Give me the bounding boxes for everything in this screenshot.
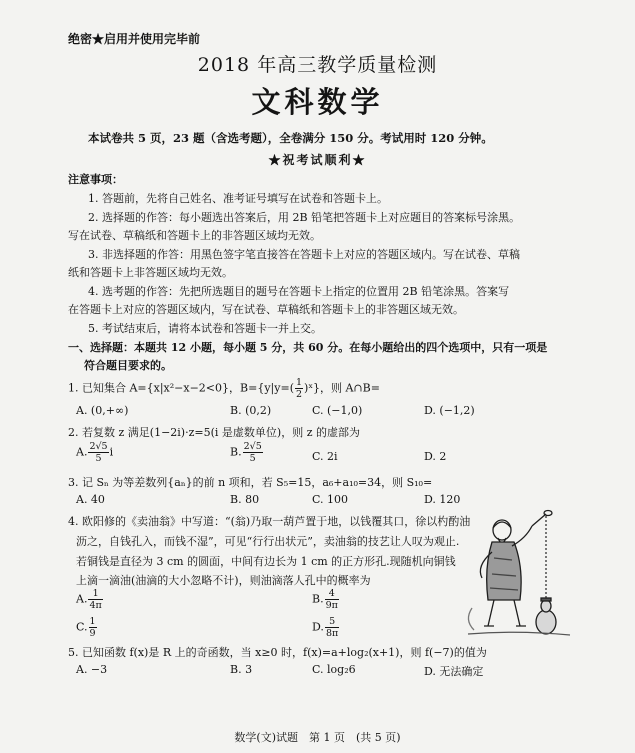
oil-seller-illustration bbox=[462, 508, 574, 640]
q4-option-d[interactable] bbox=[312, 616, 340, 639]
q2-b-fraction bbox=[243, 441, 263, 464]
question-4-line-2: 沥之，自钱孔入，而钱不湿”，可见“行行出状元”，卖油翁的技艺让人叹为观止. bbox=[76, 535, 460, 548]
exam-title: 2018 年高三教学质量检测 bbox=[197, 54, 438, 76]
q4-b-label: B. bbox=[312, 592, 324, 606]
q2-a-num: 2√5 bbox=[89, 441, 108, 452]
q1-fraction bbox=[295, 377, 303, 400]
q2-b-label: B. bbox=[230, 445, 242, 459]
q2-a-den: 5 bbox=[95, 453, 102, 464]
q3-option-b[interactable]: B. 80 bbox=[230, 493, 260, 506]
note-1: 1. 答题前，先将自己姓名、准考证号填写在试卷和答题卡上。 bbox=[88, 192, 388, 205]
note-5: 5. 考试结束后，请将本试卷和答题卡一并上交。 bbox=[88, 322, 322, 335]
subject-title: 文科数学 bbox=[251, 85, 384, 119]
page-footer: 数学(文)试题 第 1 页 (共 5 页) bbox=[234, 731, 401, 744]
exam-intro: 本试卷共 5 页，23 题（含选考题），全卷满分 150 分。考试用时 120 分钟。 bbox=[88, 131, 493, 145]
q2-a-label: A. bbox=[76, 445, 88, 459]
q4-d-den: 8π bbox=[325, 628, 339, 639]
q3-option-c[interactable]: C. 100 bbox=[312, 493, 349, 506]
q1-option-c[interactable]: C. (−1,0) bbox=[312, 404, 363, 417]
q4-a-num: 1 bbox=[88, 588, 102, 600]
q4-c-den: 9 bbox=[89, 628, 96, 639]
notes-heading: 注意事项： bbox=[68, 173, 123, 186]
q1-stem-part-c: )ˣ}，则 A∩B= bbox=[304, 381, 380, 395]
q4-d-num: 5 bbox=[325, 616, 339, 628]
q2-option-b[interactable] bbox=[230, 441, 264, 464]
q1-option-d[interactable]: D. (−1,2) bbox=[424, 404, 475, 417]
q2-option-d[interactable]: D. 2 bbox=[424, 450, 447, 463]
q5-option-b[interactable]: B. 3 bbox=[230, 663, 253, 676]
q4-d-label: D. bbox=[312, 620, 324, 634]
note-4-line-2: 在答题卡上对应的答题区域内，写在试卷、草稿纸和答题卡上的非答题区域无效。 bbox=[68, 303, 464, 316]
q4-d-fraction bbox=[325, 616, 339, 639]
note-3-line-1: 3. 非选择题的作答：用黑色签字笔直接答在答题卡上对应的答题区域内。写在试卷、草稿 bbox=[88, 248, 520, 261]
q5-option-a[interactable]: A. −3 bbox=[76, 663, 108, 676]
confidential-label: 绝密★启用并使用完毕前 bbox=[68, 32, 201, 46]
q5-option-d[interactable]: D. 无法确定 bbox=[424, 665, 484, 678]
question-3-stem: 3. 记 Sₙ 为等差数列{aₙ}的前 n 项和，若 S₅=15，a₆+a₁₀=34，则 S₁₀= bbox=[68, 476, 433, 489]
q4-c-fraction bbox=[89, 616, 97, 639]
q2-a-fraction bbox=[88, 441, 108, 464]
q4-option-c[interactable] bbox=[76, 616, 98, 639]
note-2-line-1: 2. 选择题的作答：每小题选出答案后，用 2B 铅笔把答题卡上对应题目的答案标号涂黑。 bbox=[88, 211, 521, 224]
question-4-line-4: 上滴一滴油(油滴的大小忽略不计)，则油滴落人孔中的概率为 bbox=[76, 574, 371, 587]
q4-b-den: 9π bbox=[325, 600, 338, 611]
q1-fraction-num: 1 bbox=[295, 377, 303, 388]
q1-stem-part-b: {y|y= bbox=[257, 381, 290, 395]
q4-b-num: 4 bbox=[325, 588, 339, 600]
q4-option-b[interactable] bbox=[312, 588, 340, 611]
note-3-line-2: 纸和答题卡上非答题区域均无效。 bbox=[68, 266, 233, 279]
q2-option-a[interactable] bbox=[76, 441, 113, 464]
q4-c-num: 1 bbox=[89, 616, 96, 627]
question-4-line-1: 4. 欧阳修的《卖油翁》中写道：“(翁)乃取一葫芦置于地，以钱覆其口，徐以杓酌油 bbox=[68, 515, 471, 528]
q4-option-a[interactable] bbox=[76, 588, 104, 611]
question-4-line-3: 若铜钱是直径为 3 cm 的圆面，中间有边长为 1 cm 的正方形孔.现随机向铜钱 bbox=[76, 555, 456, 568]
question-5-stem: 5. 已知函数 f(x)是 R 上的奇函数，当 x≥0 时，f(x)=a+log₂(x+1)，则 f(−7)的值为 bbox=[68, 646, 487, 659]
note-2-line-2: 写在试卷、草稿纸和答题卡上的非答题区域均无效。 bbox=[68, 229, 321, 242]
q1-option-b[interactable]: B. (0,2) bbox=[230, 404, 272, 417]
q2-b-num: 2√5 bbox=[243, 441, 262, 452]
q4-a-fraction bbox=[88, 588, 102, 611]
note-4-line-1: 4. 选考题的作答：先把所选题目的题号在答题卡上指定的位置用 2B 铅笔涂黑。答案写 bbox=[88, 285, 510, 298]
section-1-heading-line-2: 符合题目要求的。 bbox=[84, 359, 172, 372]
q5-option-c[interactable]: C. log₂6 bbox=[312, 663, 356, 676]
q1-stem-part-a: 1. 已知集合 A={x|x²−x−2<0}，B= bbox=[68, 381, 258, 395]
question-1-stem: 1. 已知集合 A={x|x²−x−2<0}，B={y|y=( $\frac{1}{2}$ )ˣ}，则 A∩B= bbox=[68, 377, 380, 400]
q4-c-label: C. bbox=[76, 620, 88, 634]
q1-fraction-den: 2 bbox=[295, 389, 303, 400]
q4-a-den: 4π bbox=[89, 600, 102, 611]
q3-option-a[interactable]: A. 40 bbox=[76, 493, 105, 506]
good-luck-line: ★祝考试顺利★ bbox=[268, 153, 367, 167]
question-2-stem: 2. 若复数 z 满足(1−2i)·z=5(i 是虚数单位)，则 z 的虚部为 bbox=[68, 426, 360, 439]
q4-b-fraction bbox=[325, 588, 339, 611]
q3-option-d[interactable]: D. 120 bbox=[424, 493, 461, 506]
q2-b-den: 5 bbox=[249, 453, 256, 464]
q2-a-suffix: i bbox=[109, 445, 114, 459]
q2-option-c[interactable]: C. 2i bbox=[312, 450, 338, 463]
section-1-heading-line-1: 一、选择题：本题共 12 小题，每小题 5 分，共 60 分。在每小题给出的四个选项中，只有一项是 bbox=[68, 341, 548, 354]
q1-option-a[interactable]: A. (0,+∞) bbox=[76, 404, 129, 417]
q4-a-label: A. bbox=[76, 592, 88, 606]
